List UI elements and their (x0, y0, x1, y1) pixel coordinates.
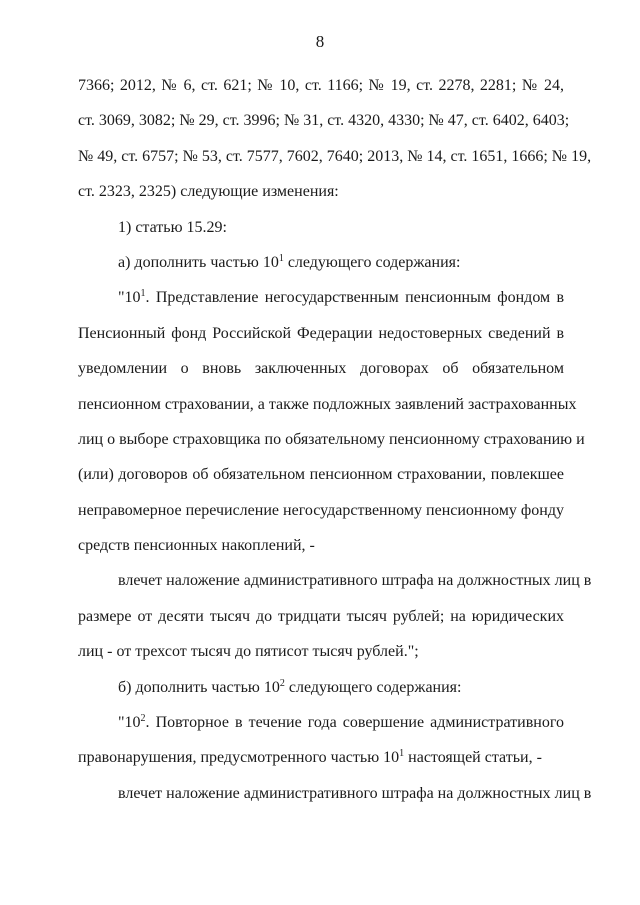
line-text: № 49, ст. 6757; № 53, ст. 7577, 7602, 7640; 2013, № 14, ст. 1651, 1666; № 19, (78, 147, 592, 165)
line-text-continued: . Представление негосударственным пенсионным фондом в (145, 289, 564, 307)
line-text: пенсионном страховании, а также подложных заявлений застрахованных (78, 395, 577, 413)
text-line (78, 599, 564, 634)
line-text: лиц о выборе страховщика по обязательному пенсионному страхованию и (78, 430, 585, 448)
line-text-continued: настоящей статьи, - (404, 749, 542, 767)
line-text: правонарушения, предусмотренного частью 10 (78, 749, 400, 767)
line-text: б) дополнить частью 10 (118, 678, 280, 696)
text-line (78, 776, 592, 811)
text-line (78, 493, 564, 528)
line-text: "10 (118, 289, 141, 307)
text-line (78, 210, 564, 245)
text-line (78, 457, 564, 492)
line-text: лиц - от трехсот тысяч до пятисот тысяч рублей."; (78, 643, 419, 661)
line-text-continued: следующего содержания: (284, 678, 462, 696)
line-text: неправомерное перечисление негосударственному пенсионному фонду (78, 501, 564, 519)
line-text-continued: . Повторное в течение года совершение административного (145, 714, 564, 732)
text-line (78, 387, 577, 422)
superscript: 2 (140, 713, 146, 725)
page-number: 8 (315, 32, 325, 51)
text-line (78, 103, 570, 138)
text-line (78, 670, 564, 705)
superscript: 2 (279, 677, 285, 689)
text-line (78, 705, 564, 740)
line-text: 7366; 2012, № 6, ст. 621; № 10, ст. 1166; № 19, ст. 2278, 2281; № 24, (78, 77, 564, 94)
line-text: размере от десяти тысяч до тридцати тысяч рублей; на юридических (78, 607, 564, 625)
text-line (78, 280, 564, 315)
text-line (78, 245, 564, 280)
text-line (78, 174, 564, 209)
text-line (78, 634, 564, 669)
line-text: средств пенсионных накоплений, - (78, 537, 315, 555)
text-line (78, 351, 564, 386)
line-text: (или) договоров об обязательном пенсионном страховании, повлекшее (78, 466, 564, 484)
text-line (78, 422, 585, 457)
document-body (78, 68, 592, 811)
line-text: влечет наложение административного штрафа на должностных лиц в (118, 784, 592, 802)
text-line (78, 68, 564, 103)
line-text: ст. 3069, 3082; № 29, ст. 3996; № 31, ст. 4320, 4330; № 47, ст. 6402, 6403; (78, 112, 570, 130)
line-text: ст. 2323, 2325) следующие изменения: (78, 183, 339, 201)
line-text-continued: следующего содержания: (283, 253, 461, 271)
line-text: Пенсионный фонд Российской Федерации недостоверных сведений в (78, 324, 564, 342)
line-text: уведомлении о вновь заключенных договорах об обязательном (78, 360, 564, 378)
line-text: "10 (118, 714, 141, 732)
text-line (78, 740, 564, 775)
line-text: а) дополнить частью 10 (118, 253, 279, 271)
text-line (78, 316, 564, 351)
line-text: влечет наложение административного штрафа на должностных лиц в (118, 572, 592, 590)
superscript: 1 (140, 288, 146, 300)
superscript: 1 (399, 748, 405, 760)
line-text: 1) статью 15.29: (118, 218, 227, 236)
superscript: 1 (278, 252, 284, 264)
text-line (78, 528, 564, 563)
text-line (78, 139, 592, 174)
text-line (78, 563, 592, 598)
